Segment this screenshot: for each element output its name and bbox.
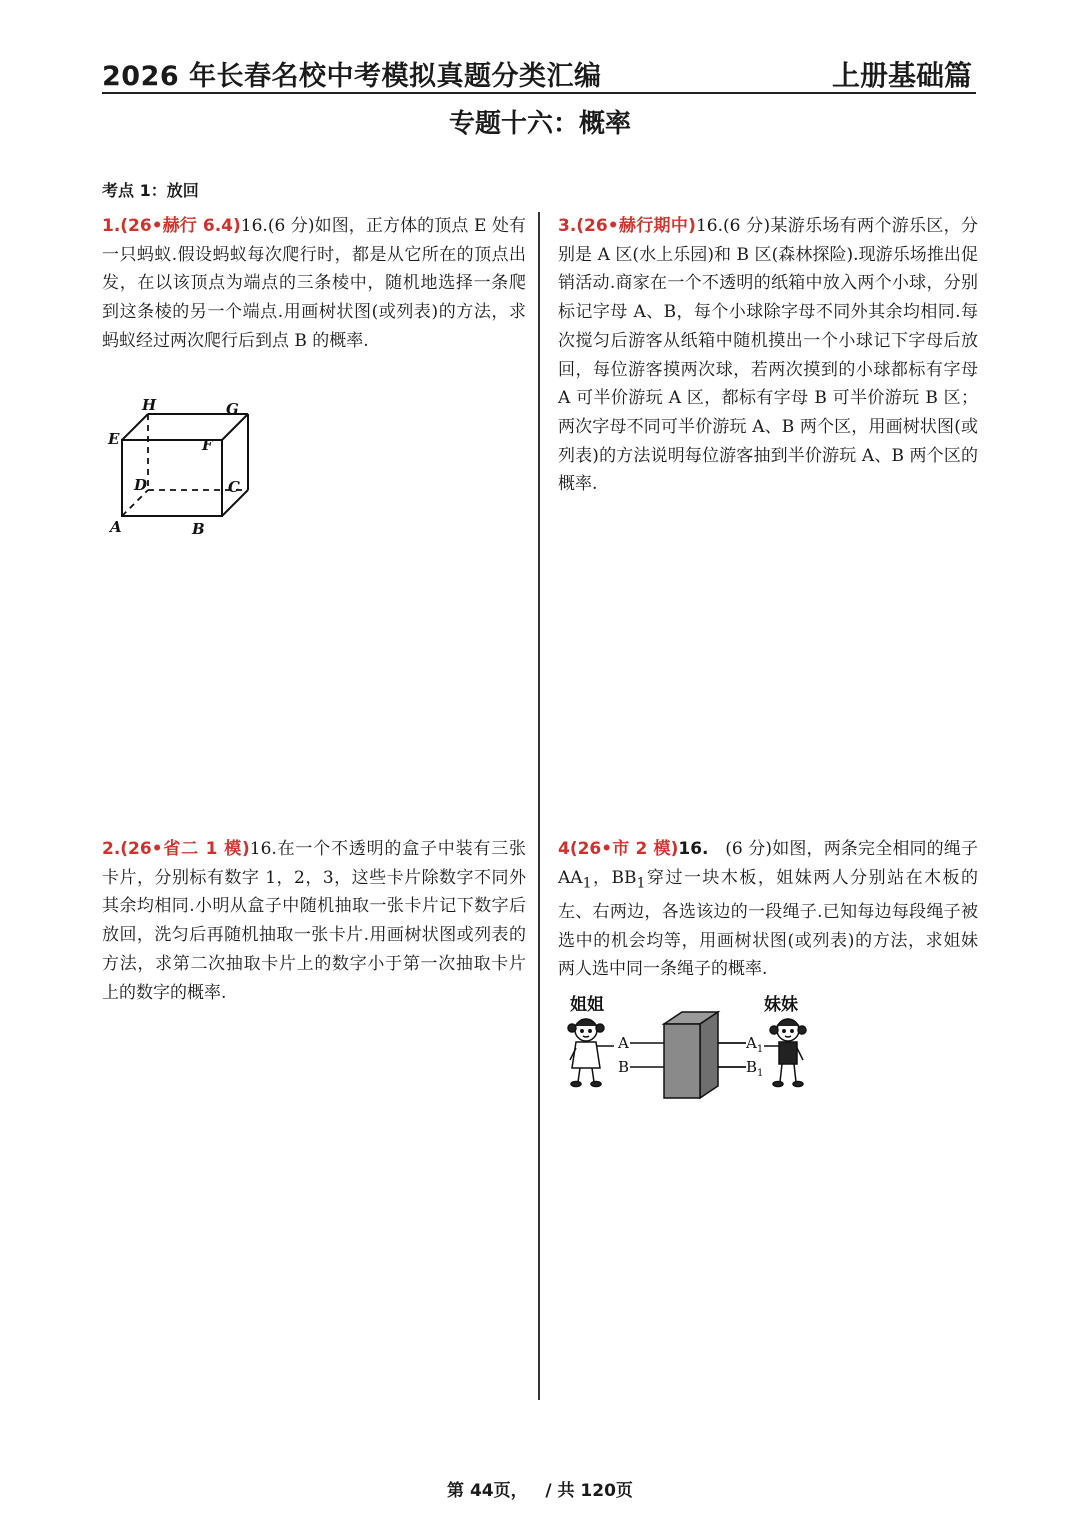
younger-sister-label: 妹妹 xyxy=(764,995,798,1015)
problem-text-pre: 如图，两条完全相同的绳子 AA xyxy=(558,839,979,888)
problem-4 xyxy=(558,835,978,984)
rope-label-a1: $A_1$ xyxy=(746,1034,764,1055)
column-divider xyxy=(538,212,540,1400)
vertex-label-a: A xyxy=(110,518,122,536)
vertex-label-f: F xyxy=(202,436,213,454)
volume-label: 上册基础篇 xyxy=(831,59,972,92)
vertex-label-d: D xyxy=(134,476,148,494)
problem-2 xyxy=(102,835,526,1007)
problem-text: 在一个不透明的盒子中装有三张卡片，分别标有数字 1，2，3，这些卡片除数字不同外其余均相同.小明从盒子中随机抽取一张卡片记下数字后放回，洗匀后再随机抽取一张卡片.用画树状图或列表的方法，求第二次抽取卡片上的数字小于第一次抽取卡片上的数字的概率. xyxy=(102,839,526,1003)
problem-score: (6 分) xyxy=(725,839,773,859)
cube-figure xyxy=(102,392,262,542)
vertex-label-g: G xyxy=(226,400,239,418)
problem-text: 如图，正方体的顶点 E 处有一只蚂蚁.假设蚂蚁每次爬行时，都是从它所在的顶点出发，在以该顶点为端点的三条棱中，随机地选择一条爬到这条棱的另一个端点.用画树状图(或列表)的方法，求蚂蚁经过两次爬行后到点 B 的概率. xyxy=(102,216,526,351)
subscript: 1 xyxy=(636,875,646,892)
wooden-board-icon xyxy=(664,1012,718,1098)
vertex-label-b: B xyxy=(192,520,205,538)
rope-label-b: B xyxy=(618,1058,630,1076)
rope-board-figure xyxy=(560,990,820,1100)
vertex-label-c: C xyxy=(228,478,240,496)
problem-number: 16. xyxy=(678,839,709,859)
page-header xyxy=(102,50,976,94)
section-label: 考点 1：放回 xyxy=(102,181,199,200)
vertex-label-h: H xyxy=(142,396,157,414)
page-footer xyxy=(0,1476,1080,1501)
problem-text: 某游乐场有两个游乐区，分别是 A 区(水上乐园)和 B 区(森林探险).现游乐场推出促销活动.商家在一个不透明的纸箱中放入两个小球，分别标记字母 A、B，每个小球除字母不同外其余均相同.每次搅匀后游客从纸箱中随机摸出一个小球记下字母后放回，每位游客摸两次球，若两次摸到的小球都标有字母 A 可半价游玩 A 区，都标有字母 B 可半价游玩 B 区；两次字母不同可半价游玩 A、B 两个区，用画树状图(或列表)的方法说明每位游客抽到半价游玩 A、B 两个区的概率. xyxy=(558,216,978,495)
older-sister-icon xyxy=(568,1019,614,1087)
problem-source-tag: 1.(26•赫行 6.4) xyxy=(102,216,241,236)
topic-title: 专题十六：概率 xyxy=(448,109,631,139)
problem-text-post: 穿过一块木板，姐妹两人分别站在木板的左、右两边，各选该边的一段绳子.已知每边每段绳子被选中的机会均等，用画树状图(或列表)的方法，求姐妹两人选中同一条绳子的概率. xyxy=(558,867,978,980)
rope-label-b1: $B_1$ xyxy=(746,1058,764,1079)
page-number: 第 44页， xyxy=(447,1481,528,1501)
rope-label-a: A xyxy=(618,1034,629,1052)
problem-1 xyxy=(102,212,526,356)
problem-number: 16.(6 分) xyxy=(695,216,771,236)
problem-number: 16.(6 分) xyxy=(240,216,315,236)
page-total: / 共 120页 xyxy=(545,1481,633,1501)
document-title: 2026 年长春名校中考模拟真题分类汇编 xyxy=(102,61,602,92)
younger-sister-icon xyxy=(764,1019,806,1087)
problem-3 xyxy=(558,212,978,499)
older-sister-label: 姐姐 xyxy=(570,995,604,1015)
problem-source-tag: 2.(26•省二 1 模) xyxy=(102,839,250,859)
problem-source-tag: 4(26•市 2 模) xyxy=(558,839,679,859)
problem-number: 16. xyxy=(249,839,277,859)
problem-text-mid: ，BB xyxy=(591,867,637,888)
subscript: 1 xyxy=(582,875,592,892)
problem-source-tag: 3.(26•赫行期中) xyxy=(558,216,696,236)
vertex-label-e: E xyxy=(108,430,120,448)
